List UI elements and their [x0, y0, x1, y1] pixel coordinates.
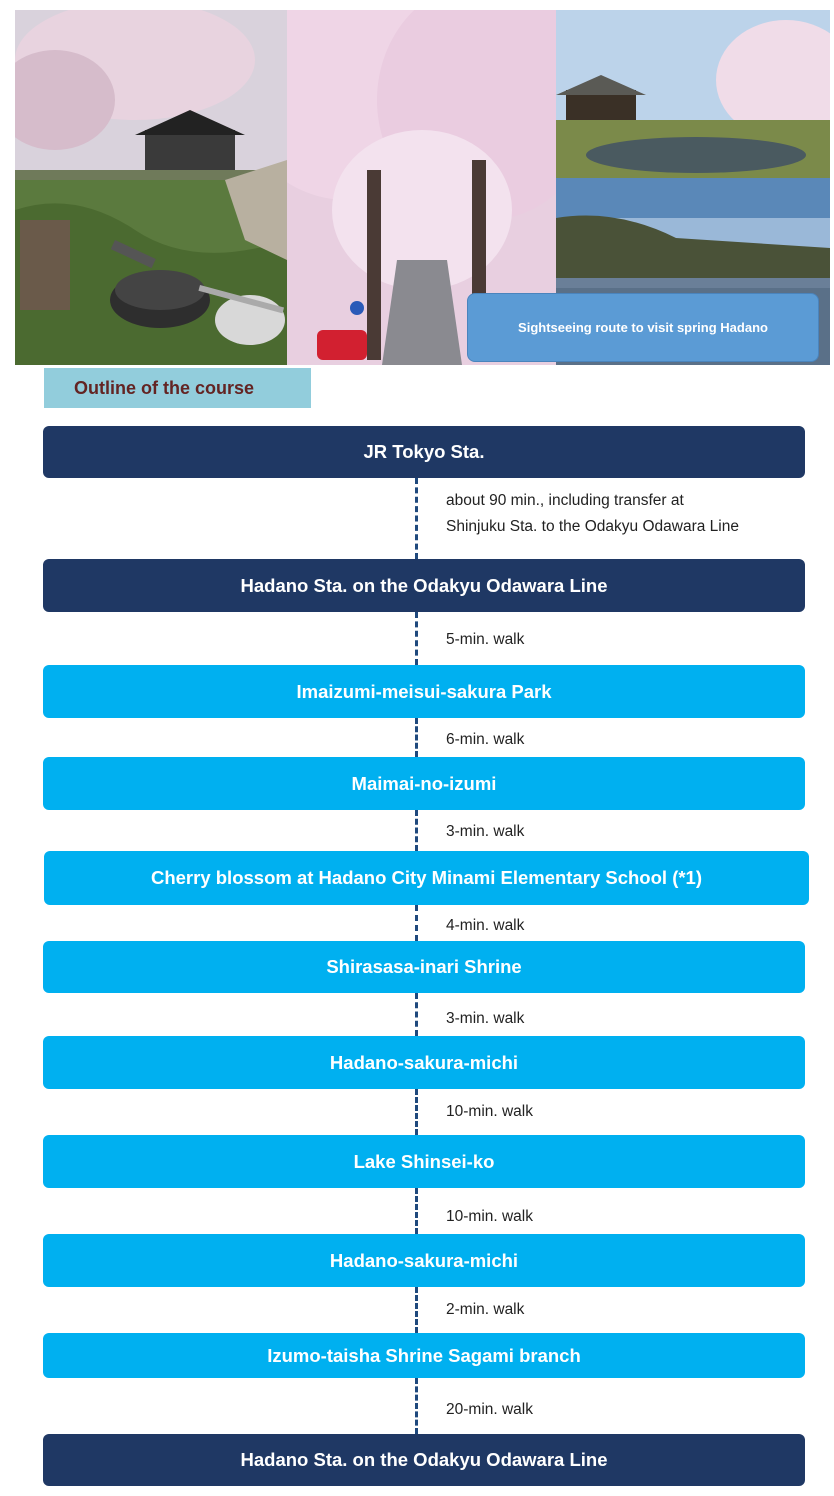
route-connector: [415, 1188, 418, 1234]
route-connector: [415, 1287, 418, 1333]
route-stop-hadano-sta: Hadano Sta. on the Odakyu Odawara Line: [43, 559, 805, 612]
route-stop-shirasasa-inari: Shirasasa-inari Shrine: [43, 941, 805, 993]
route-stop-minami-school: Cherry blossom at Hadano City Minami Elementary School (*1): [44, 851, 809, 905]
route-connector: [415, 1378, 418, 1434]
travel-time-line: about 90 min., including transfer at: [446, 492, 684, 509]
temple-pond-photo: [556, 10, 830, 178]
route-stop-hadano-sakura-michi-2: Hadano-sakura-michi: [43, 1234, 805, 1287]
travel-time: 10-min. walk: [446, 1103, 533, 1120]
travel-time: 5-min. walk: [446, 631, 525, 648]
route-connector: [415, 718, 418, 757]
route-stop-hadano-sakura-michi: Hadano-sakura-michi: [43, 1036, 805, 1089]
travel-time: 6-min. walk: [446, 731, 525, 748]
route-connector: [415, 810, 418, 851]
route-connector: [415, 1089, 418, 1135]
route-stop-hadano-sta-return: Hadano Sta. on the Odakyu Odawara Line: [43, 1434, 805, 1486]
travel-time: 3-min. walk: [446, 1010, 525, 1027]
travel-time: 2-min. walk: [446, 1301, 525, 1318]
travel-time: 10-min. walk: [446, 1208, 533, 1225]
banner-caption: Sightseeing route to visit spring Hadano: [467, 293, 819, 362]
route-connector: [415, 478, 418, 559]
route-connector: [415, 612, 418, 665]
route-stop-jr-tokyo: JR Tokyo Sta.: [43, 426, 805, 478]
travel-time-line: Shinjuku Sta. to the Odakyu Odawara Line: [446, 518, 739, 535]
travel-time: 4-min. walk: [446, 917, 525, 934]
travel-time: 20-min. walk: [446, 1401, 533, 1418]
outline-title: Outline of the course: [44, 368, 311, 408]
travel-time: 3-min. walk: [446, 823, 525, 840]
route-connector: [415, 905, 418, 941]
route-stop-izumo-taisha: Izumo-taisha Shrine Sagami branch: [43, 1333, 805, 1378]
route-stop-imaizumi-park: Imaizumi-meisui-sakura Park: [43, 665, 805, 718]
route-connector: [415, 993, 418, 1036]
route-stop-maimai-no-izumi: Maimai-no-izumi: [43, 757, 805, 810]
garden-photo: [15, 10, 287, 365]
travel-time: [446, 488, 739, 540]
route-stop-lake-shinsei-ko: Lake Shinsei-ko: [43, 1135, 805, 1188]
